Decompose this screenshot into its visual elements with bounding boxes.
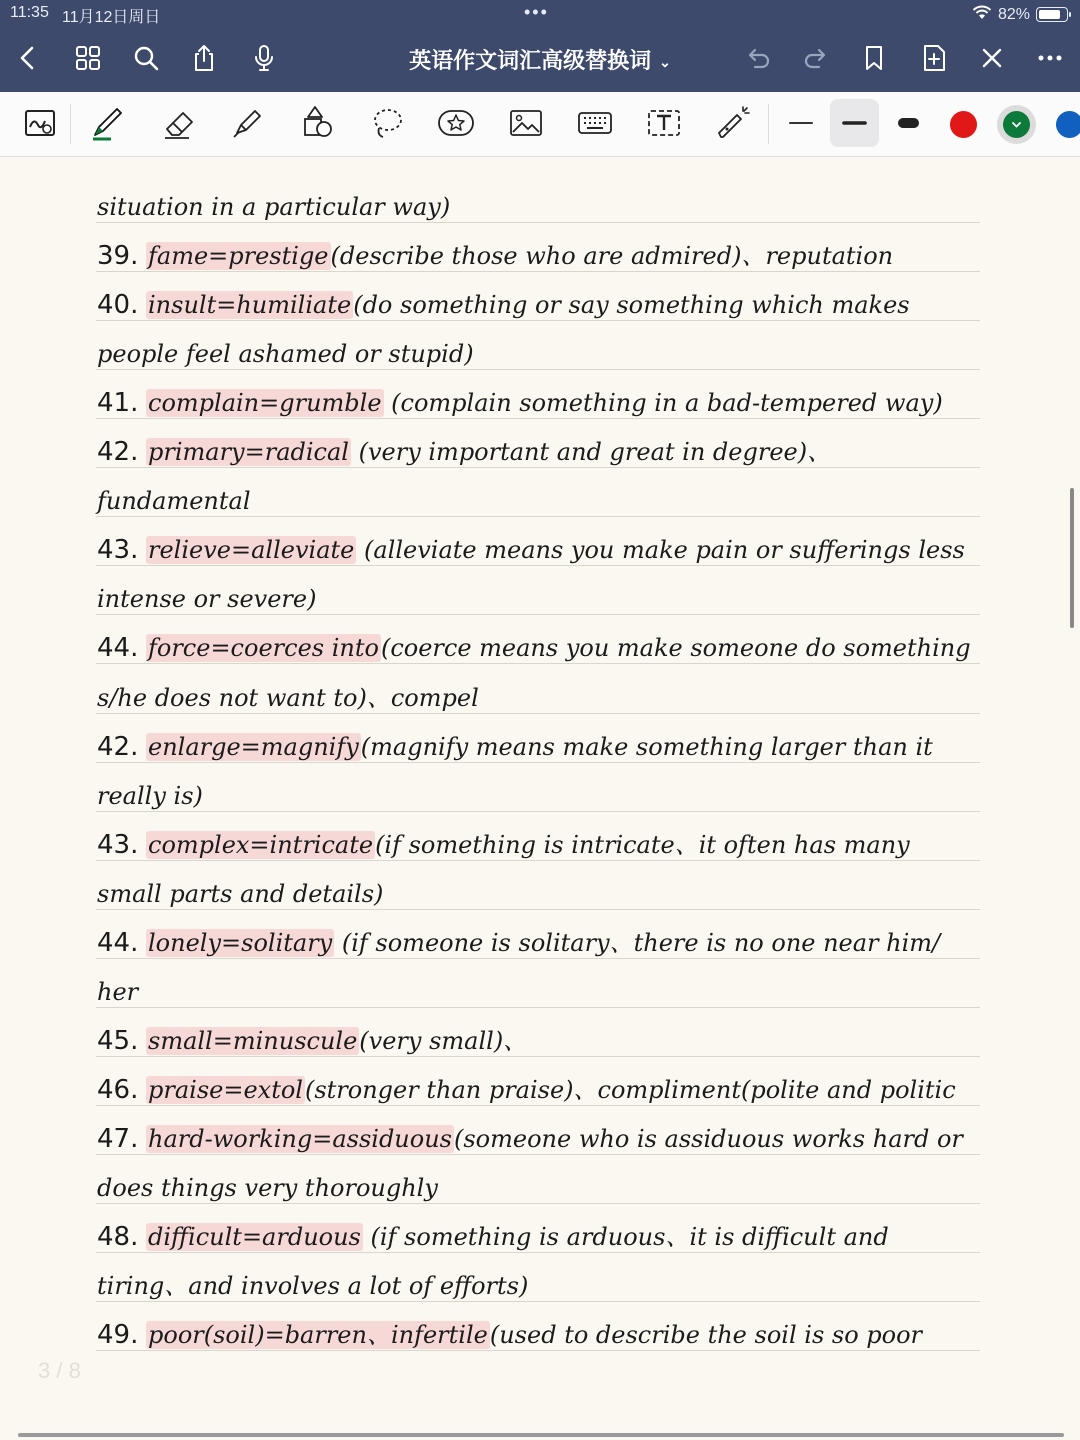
drawing-toolbar <box>0 92 1080 157</box>
undo-button[interactable] <box>738 38 778 78</box>
bookmark-button[interactable] <box>854 38 894 78</box>
image-tool[interactable] <box>503 100 549 146</box>
ruled-line <box>96 614 980 615</box>
vertical-scrollbar[interactable] <box>1070 488 1074 628</box>
thumbnails-button[interactable] <box>68 38 108 78</box>
lasso-tool[interactable] <box>364 100 410 146</box>
highlighted-word-pair: insult=humiliate <box>148 291 352 320</box>
document-title-text: 英语作文词汇高级替换词 <box>409 48 652 73</box>
highlighted-word-pair: difficult=arduous <box>148 1223 361 1252</box>
note-line <box>97 432 977 481</box>
note-line <box>97 1070 977 1119</box>
ruled-line <box>96 418 980 419</box>
item-number: 43. <box>97 535 139 566</box>
note-line <box>97 727 977 776</box>
note-text: small parts and details) <box>97 879 384 908</box>
note-text: people feel ashamed or stupid) <box>97 340 474 369</box>
highlighter-tool[interactable] <box>224 100 270 146</box>
note-line <box>97 530 977 579</box>
note-text: (someone who is assiduous works hard or <box>453 1124 963 1153</box>
note-text: (magnify means make something larger than it <box>360 732 933 761</box>
note-text: intense or severe) <box>97 585 317 614</box>
note-line <box>97 1315 977 1364</box>
item-number: 43. <box>97 829 139 860</box>
item-number: 42. <box>97 731 139 762</box>
note-line <box>97 383 977 432</box>
battery-icon <box>1036 7 1068 22</box>
note-text: situation in a particular way) <box>97 193 451 221</box>
ruled-line <box>96 860 980 861</box>
thin-stroke-icon <box>781 103 821 143</box>
ruled-line <box>96 320 980 321</box>
note-text: tiring、and involves a lot of efforts) <box>97 1272 529 1301</box>
note-text: (very small)、 <box>359 1026 528 1055</box>
highlighted-word-pair: poor(soil)=barren、infertile <box>148 1321 488 1350</box>
color-swatch-green[interactable] <box>1003 111 1030 138</box>
microphone-button[interactable] <box>244 38 284 78</box>
item-number: 47. <box>97 1123 139 1154</box>
item-number: 46. <box>97 1074 139 1105</box>
highlighted-word-pair: complex=intricate <box>148 830 374 859</box>
note-text: (coerce means you make someone do something <box>380 634 971 663</box>
note-text: s/he does not want to)、compel <box>97 683 479 712</box>
highlighted-word-pair: small=minuscule <box>148 1026 358 1055</box>
battery-cap <box>1069 12 1071 17</box>
note-line <box>97 334 977 383</box>
note-line <box>97 1021 977 1070</box>
note-text: fundamental <box>97 487 251 516</box>
note-text: (if something is arduous、it is difficult and <box>362 1223 889 1252</box>
note-line <box>97 678 977 727</box>
note-text: (describe those who are admired)、reputation <box>330 242 894 271</box>
ruled-line <box>96 1252 980 1253</box>
note-line <box>97 481 977 530</box>
ruled-line <box>96 222 980 223</box>
item-number: 44. <box>97 633 139 664</box>
chevron-down-icon: ⌄ <box>659 53 671 70</box>
highlighted-word-pair: relieve=alleviate <box>148 536 355 565</box>
note-text: (if someone is solitary、there is no one near him/ <box>334 928 941 957</box>
bookmark-icon <box>859 43 889 73</box>
ruled-line <box>96 1301 980 1302</box>
microphone-icon <box>249 43 279 73</box>
note-line <box>97 1217 977 1266</box>
keyboard-tool[interactable] <box>572 100 618 146</box>
status-right <box>972 4 1068 25</box>
note-line <box>97 1168 977 1217</box>
note-page[interactable] <box>0 157 1080 1440</box>
note-line <box>97 579 977 628</box>
note-line <box>97 236 977 285</box>
highlighted-word-pair: praise=extol <box>148 1075 303 1104</box>
item-number: 42. <box>97 437 139 468</box>
text-tool[interactable] <box>641 100 687 146</box>
note-line <box>97 628 977 677</box>
share-icon <box>189 43 219 73</box>
ruled-line <box>96 565 980 566</box>
chevron-left-icon <box>13 43 43 73</box>
item-number: 41. <box>97 388 139 419</box>
highlighted-word-pair: force=coerces into <box>148 634 379 663</box>
highlighted-word-pair: complain=grumble <box>148 389 382 418</box>
wifi-icon <box>972 4 992 25</box>
ruled-line <box>96 909 980 910</box>
ruled-line <box>96 663 980 664</box>
item-number: 39. <box>97 241 139 272</box>
pen-tool[interactable] <box>84 100 130 146</box>
sticker-tool[interactable] <box>433 100 479 146</box>
note-line <box>97 923 977 972</box>
medium-stroke-icon <box>830 99 879 147</box>
color-swatch-red[interactable] <box>950 111 977 138</box>
status-time: 11:35 <box>10 4 49 21</box>
note-line <box>97 285 977 334</box>
note-text: really is) <box>97 781 203 810</box>
item-number: 48. <box>97 1222 139 1253</box>
add-page-button[interactable] <box>914 38 954 78</box>
ruled-line <box>96 958 980 959</box>
pen-close-icon <box>977 43 1007 73</box>
top-bar <box>0 0 1080 92</box>
grid-icon <box>73 43 103 73</box>
item-number: 49. <box>97 1320 139 1351</box>
close-tools-button[interactable] <box>972 38 1012 78</box>
document-title[interactable] <box>390 44 690 75</box>
stroke-width-thick[interactable] <box>885 100 931 146</box>
note-line <box>97 1266 977 1315</box>
note-text: (complain something in a bad-tempered way) <box>383 389 943 418</box>
note-line <box>97 874 977 923</box>
highlighted-word-pair: hard-working=assiduous <box>148 1124 452 1153</box>
highlighted-word-pair: enlarge=magnify <box>148 732 359 761</box>
eraser-icon <box>159 103 199 143</box>
item-number: 45. <box>97 1025 139 1056</box>
item-number: 44. <box>97 927 139 958</box>
ruled-line <box>96 1105 980 1106</box>
item-number: 40. <box>97 290 139 321</box>
note-text: (used to describe the soil is so poor <box>489 1321 923 1350</box>
note-text: (if something is intricate、it often has many <box>375 830 910 859</box>
back-button[interactable] <box>8 38 48 78</box>
ruled-line <box>96 1154 980 1155</box>
shapes-icon <box>297 103 337 143</box>
ruled-line <box>96 467 980 468</box>
ruled-line <box>96 1350 980 1351</box>
color-swatch-blue[interactable] <box>1056 111 1080 138</box>
highlighted-word-pair: fame=prestige <box>148 242 329 271</box>
ruled-line <box>96 811 980 812</box>
note-text: her <box>97 977 139 1006</box>
note-text: (alleviate means you make pain or sufferings less <box>356 536 965 565</box>
handwriting-zoom-tool[interactable] <box>17 100 63 146</box>
note-text: (stronger than praise)、compliment(polite and politic <box>304 1075 956 1104</box>
battery-level <box>1039 10 1060 19</box>
highlighter-icon <box>227 103 267 143</box>
ellipsis-icon <box>1035 43 1065 73</box>
stroke-width-thin[interactable] <box>778 100 824 146</box>
status-date: 11月12日周日 <box>62 9 161 26</box>
image-icon <box>506 103 546 143</box>
laser-pointer-tool[interactable] <box>710 100 756 146</box>
ruled-line <box>96 1203 980 1204</box>
toolbar-divider <box>768 104 769 144</box>
battery-percent: 82% <box>997 5 1030 23</box>
keyboard-icon <box>575 103 615 143</box>
ruled-line <box>96 369 980 370</box>
note-text: does things very thoroughly <box>97 1174 438 1202</box>
highlighted-word-pair: lonely=solitary <box>148 928 333 957</box>
ruled-line <box>96 762 980 763</box>
thick-stroke-icon <box>888 103 928 143</box>
star-sticker-icon <box>436 103 476 143</box>
redo-button[interactable] <box>796 38 836 78</box>
laser-pointer-icon <box>713 103 753 143</box>
chevron-down-icon <box>1003 111 1030 138</box>
ruled-line <box>96 1056 980 1057</box>
search-button[interactable] <box>126 38 166 78</box>
note-text: (very important and great in degree)、 <box>350 438 832 467</box>
note-line <box>97 1119 977 1168</box>
note-line <box>97 187 977 236</box>
ruled-line <box>96 516 980 517</box>
zoom-window-icon <box>20 103 60 143</box>
page-indicator: 3 / 8 <box>38 1358 81 1383</box>
text-box-icon <box>644 103 684 143</box>
note-line <box>97 776 977 825</box>
stroke-width-medium[interactable] <box>830 99 879 147</box>
pen-icon <box>87 103 127 143</box>
highlighted-word-pair: primary=radical <box>148 438 349 467</box>
home-indicator[interactable] <box>18 1433 1064 1437</box>
eraser-tool[interactable] <box>156 100 202 146</box>
toolbar-divider <box>70 104 71 144</box>
share-button[interactable] <box>184 38 224 78</box>
note-line <box>97 825 977 874</box>
shapes-tool[interactable] <box>294 100 340 146</box>
note-line <box>97 972 977 1021</box>
ruled-line <box>96 713 980 714</box>
add-page-icon <box>919 43 949 73</box>
redo-icon <box>801 43 831 73</box>
search-icon <box>131 43 161 73</box>
multitasking-dots[interactable]: ••• <box>524 2 549 22</box>
note-text: (do something or say something which makes <box>353 291 910 320</box>
ruled-line <box>96 271 980 272</box>
more-button[interactable] <box>1030 38 1070 78</box>
ruled-line <box>96 1007 980 1008</box>
lasso-icon <box>367 103 407 143</box>
undo-icon <box>743 43 773 73</box>
